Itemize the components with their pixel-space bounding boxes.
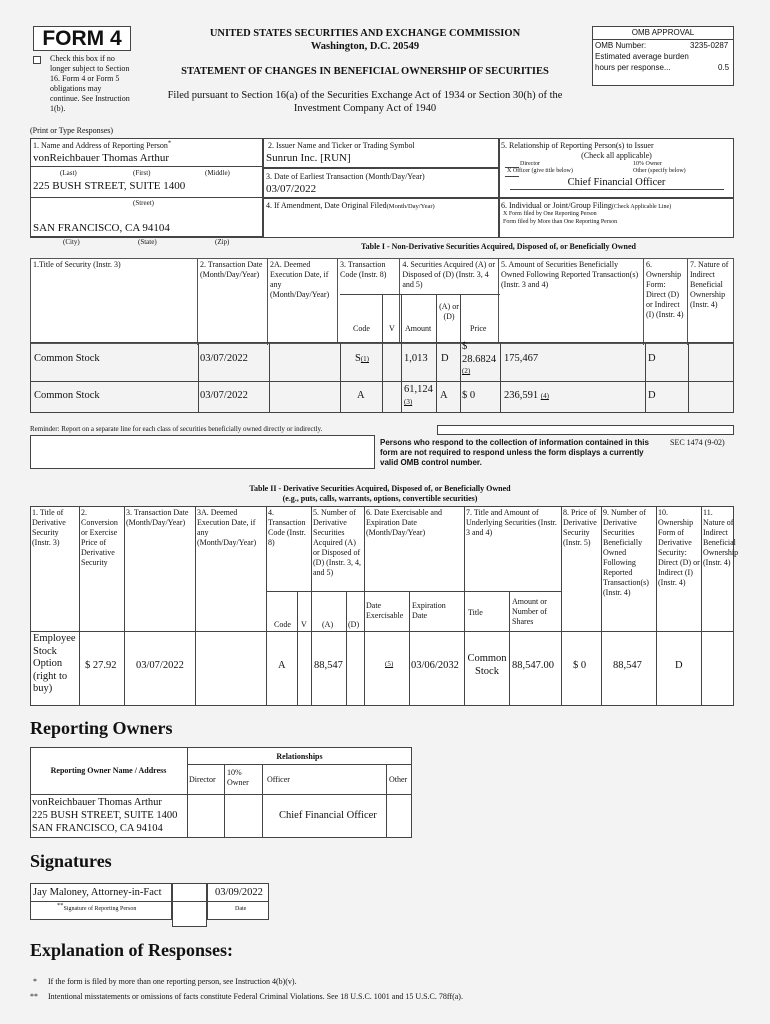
box5-label2: (Check all applicable)	[581, 151, 652, 160]
t1-sub-aord-divider	[436, 294, 437, 343]
signature-label-sup: **	[57, 902, 64, 909]
officer-checked-label: X Officer (give title below)	[507, 168, 573, 174]
t1-r1-price-footnote[interactable]: (2)	[462, 367, 471, 375]
box4-label-small: (Month/Day/Year)	[386, 203, 435, 210]
ro-col-officer	[262, 764, 263, 838]
t1-h1: 1.Title of Security (Instr. 3)	[31, 259, 198, 344]
omb-hours-label: hours per response...	[595, 63, 671, 72]
t1-h7: 7. Nature of Indirect Beneficial Ownership (Instr. 4)	[688, 259, 734, 344]
t1-r2-amount: 61,124	[404, 384, 433, 395]
statement-title: STATEMENT OF CHANGES IN BENEFICIAL OWNERSHIP OF SECURITIES	[181, 66, 549, 77]
t2-col-11	[701, 506, 702, 706]
t1-r1-date: 03/07/2022	[200, 353, 248, 364]
ro-col-officer-label: Officer	[267, 775, 290, 784]
t2-col-exp	[409, 591, 410, 706]
t2-col-8	[561, 506, 562, 706]
box1-label-sup: *	[167, 139, 172, 147]
signature-label	[57, 902, 137, 914]
filing-more-persons[interactable]: Form filed by More than One Reporting Person	[503, 219, 618, 225]
t2-row-code: A	[278, 660, 286, 671]
t2-sub-rule-6-7	[364, 591, 561, 592]
t1-sub-v-divider	[382, 294, 383, 343]
t2-sub-exercisable: Date Exercisable	[366, 601, 404, 620]
ro-col-name: Reporting Owner Name / Address	[50, 766, 167, 775]
label-middle: (Middle)	[205, 169, 230, 177]
signature-date: 03/09/2022	[215, 887, 263, 898]
t1-r2-amount-footnote[interactable]: (3)	[404, 398, 413, 406]
box4-label	[266, 201, 435, 211]
ro-col-other	[386, 764, 387, 838]
t1-r1-aord: D	[441, 353, 449, 364]
t1-r1-price: $ 28.6824	[462, 341, 497, 365]
t2-h7: 7. Title and Amount of Underlying Securities (Instr. 3 and 4)	[466, 508, 557, 537]
t2-h9: 9. Number of Derivative Securities Beneficially Owned Following Reported Transaction(s) (Instr. 4)	[603, 508, 649, 597]
ro-col-owner-label: 10% Owner	[227, 768, 249, 787]
t2-sub-expiration: Expiration Date	[412, 601, 446, 620]
t2-h11: 11. Nature of Indirect Beneficial Ownership (Instr. 4)	[703, 508, 739, 567]
t2-row-derivative-price: $ 0	[573, 660, 587, 671]
owner10-label: 10% Owner	[633, 161, 662, 167]
box5-title-underline	[510, 189, 724, 190]
t1-r2-aord: A	[440, 390, 448, 401]
t1-sub-code: Code	[353, 324, 370, 333]
t1-r1-form: D	[648, 353, 656, 364]
t2-row-owned: 88,547	[613, 660, 642, 671]
box2-label: 2. Issuer Name and Ticker or Trading Symbol	[268, 141, 415, 150]
ro-name-line2: 225 BUSH STREET, SUITE 1400	[32, 810, 178, 821]
box1-label-text: 1. Name and Address of Reporting Person	[33, 141, 168, 150]
t1-col-7	[688, 342, 689, 413]
t1-r1-code	[355, 353, 369, 366]
t1-r2-owned-value: 236,591	[504, 390, 539, 401]
label-state: (State)	[138, 238, 157, 246]
label-street: (Street)	[133, 199, 154, 207]
t2-sub-v: V	[301, 620, 307, 629]
reminder-text: Reminder: Report on a separate line for each class of securities beneficially owned directly or indirectly.	[30, 425, 323, 433]
t1-sub-price-divider	[460, 294, 461, 343]
ro-officer-value: Chief Financial Officer	[279, 810, 377, 821]
t2-h8: 8. Price of Derivative Security (Instr. 5)	[563, 508, 597, 547]
box1-line-name	[30, 166, 263, 167]
ro-rel-rule	[187, 764, 412, 765]
filed-pursuant-line2: Investment Company Act of 1940	[293, 103, 437, 114]
t1-h3: 3. Transaction Code (Instr. 8)	[338, 259, 400, 344]
explanation-note1: If the form is filed by more than one reporting person, see Instruction 4(b)(v).	[48, 977, 297, 986]
reminder-right-line	[437, 425, 734, 435]
label-city: (City)	[63, 238, 80, 246]
omb-number: 3235-0287	[690, 41, 729, 50]
table1-title: Table I - Non-Derivative Securities Acquired, Disposed of, or Beneficially Owned	[361, 242, 636, 251]
filed-pursuant-line1: Filed pursuant to Section 16(a) of the Securities Exchange Act of 1934 or Section 30(h) of the	[167, 90, 563, 101]
t1-sub-v: V	[389, 324, 395, 333]
officer-title: Chief Financial Officer	[567, 177, 666, 188]
box1-label	[33, 141, 171, 151]
form-title: FORM 4	[42, 27, 122, 50]
t1-r1-code-value: S	[355, 353, 361, 364]
t2-col-6	[364, 506, 365, 706]
sec-code: SEC 1474 (9-02)	[670, 438, 725, 447]
ro-relationships: Relationships	[276, 752, 323, 761]
t2-sub-d: (D)	[348, 620, 360, 629]
t2-row-underlying-amount: 88,547.00	[512, 660, 554, 671]
table2-title2: (e.g., puts, calls, warrants, options, convertible securities)	[282, 494, 478, 503]
omb-hours: 0.5	[718, 63, 730, 72]
reporting-owners-heading: Reporting Owners	[30, 718, 173, 738]
t2-sub-code: Code	[274, 620, 291, 629]
t2-col-3	[124, 506, 125, 706]
omb-number-label: OMB Number:	[595, 41, 647, 50]
t1-h4: 4. Securities Acquired (A) or Disposed of (D) (Instr. 3, 4 and 5)	[400, 259, 499, 344]
ro-col-owner	[224, 764, 225, 838]
ro-name-line3: SAN FRANCISCO, CA 94104	[32, 823, 163, 834]
sig-line	[30, 901, 269, 902]
label-first: (First)	[133, 169, 151, 177]
t2-col-amt	[509, 591, 510, 706]
omb-burden-label: Estimated average burden	[595, 52, 689, 61]
t1-col-amount	[401, 342, 402, 413]
print-type-note: (Print or Type Responses)	[30, 126, 114, 135]
omb-divider	[592, 39, 734, 40]
t2-h10: 10. Ownership Form of Derivative Security: Direct (D) or Indirect (I) (Instr. 4)	[658, 508, 700, 587]
signature-date-label: Date	[235, 906, 247, 912]
t1-sub-amount: Amount	[405, 324, 432, 333]
t2-sub-a: (A)	[322, 620, 334, 629]
t1-r2-price: $ 0	[462, 390, 476, 401]
t2-col-v	[297, 591, 298, 706]
t1-r2-owned	[504, 390, 549, 403]
box1-line-city	[30, 236, 263, 237]
t2-h1: 1. Title of Derivative Security (Instr. 3)	[32, 508, 66, 547]
t1-r2-owned-footnote[interactable]: (4)	[540, 392, 549, 400]
t1-col-price	[460, 342, 461, 413]
t2-row-exercisable-footnote[interactable]: (5)	[385, 660, 394, 668]
t2-col-3a	[195, 506, 196, 706]
t2-row-title: Employee Stock Option (right to buy)	[33, 633, 76, 695]
omb-title: OMB APPROVAL	[631, 28, 695, 37]
agency-name: UNITED STATES SECURITIES AND EXCHANGE COMMISSION	[209, 28, 521, 39]
no-longer-subject-text: Check this box if no longer subject to Section 16. Form 4 or Form 5 obligations may continue. See Instruction 1(b).	[50, 54, 130, 113]
explanation-note2: Intentional misstatements or omissions of facts constitute Federal Criminal Violations. See 18 U.S.C. 1001 and 15 U.S.C. 78ff(a).	[48, 992, 463, 1001]
persons-notice: Persons who respond to the collection of information contained in this form are not required to respond unless the form displays a currently valid OMB control number.	[380, 438, 649, 467]
t2-header-bottom	[30, 631, 734, 632]
signature-blank-box	[172, 883, 207, 927]
t2-h5: 5. Number of Derivative Securities Acquired (A) or Disposed of (D) (Instr. 3, 4, and 5)	[313, 508, 361, 577]
t2-row-price: $ 27.92	[85, 660, 117, 671]
ro-col-director-label: Director	[189, 775, 216, 784]
t1-col-5	[500, 342, 501, 413]
issuer-name-ticker: Sunrun Inc. [RUN]	[266, 152, 351, 164]
t1-col-6	[645, 342, 646, 413]
box6-label	[501, 201, 671, 212]
box6-label-text: 6. Individual or Joint/Group Filing	[501, 201, 612, 210]
t1-r2-code: A	[357, 390, 365, 401]
t1-h6: 6. Ownership Form: Direct (D) or Indirect (I) (Instr. 4)	[644, 259, 688, 344]
t1-r2-date: 03/07/2022	[200, 390, 248, 401]
t2-col-d	[346, 591, 347, 706]
t1-sub-amount-divider	[401, 294, 402, 343]
explanation-note2-mark: **	[30, 992, 38, 1001]
table2-title1: Table II - Derivative Securities Acquired, Disposed of, or Beneficially Owned	[249, 484, 511, 493]
agency-city: Washington, D.C. 20549	[310, 41, 420, 52]
reporting-person-street: 225 BUSH STREET, SUITE 1400	[33, 180, 186, 192]
ro-col-other-label: Other	[389, 775, 408, 784]
t1-col-2a	[269, 342, 270, 413]
t1-h2a: 2A. Deemed Execution Date, if any (Month/Day/Year)	[268, 259, 338, 344]
signature-label-text: Signature of Reporting Person	[63, 906, 137, 912]
t1-sub-price: Price	[470, 324, 487, 333]
t2-sub-title: Title	[468, 608, 483, 617]
box5-label1: 5. Relationship of Reporting Person(s) to Issuer	[501, 141, 654, 150]
explanation-note1-mark: *	[33, 977, 37, 986]
t2-h6: 6. Date Exercisable and Expiration Date (Month/Day/Year)	[366, 508, 442, 537]
t2-h4: 4. Transaction Code (Instr. 8)	[268, 508, 306, 547]
signatures-heading: Signatures	[30, 851, 112, 871]
t1-r1-title: Common Stock	[34, 353, 100, 364]
t2-row-a: 88,547	[314, 660, 343, 671]
director-label: Director	[520, 161, 540, 167]
earliest-transaction-date: 03/07/2022	[266, 183, 317, 195]
t1-h5: 5. Amount of Securities Beneficially Owned Following Reported Transaction(s) (Instr. 3 and 4)	[499, 259, 644, 344]
t2-h3a: 3A. Deemed Execution Date, if any (Month/Day/Year)	[197, 508, 257, 547]
t2-row-expiration: 03/06/2032	[411, 660, 459, 671]
t2-h2: 2. Conversion or Exercise Price of Derivative Security	[81, 508, 118, 567]
t2-col-4	[266, 506, 267, 706]
t1-col-3	[340, 342, 341, 413]
box1-line-street	[30, 197, 263, 198]
t2-h3: 3. Transaction Date (Month/Day/Year)	[126, 508, 189, 527]
t1-sub-aord: (A) or (D)	[439, 302, 459, 321]
reporting-person-city: SAN FRANCISCO, CA 94104	[33, 222, 170, 234]
reminder-blank-box	[30, 435, 375, 469]
t1-r2-title: Common Stock	[34, 390, 100, 401]
t2-col-9	[601, 506, 602, 706]
t1-col-aord	[436, 342, 437, 413]
ro-header-bottom	[30, 794, 412, 795]
t2-col-10	[656, 506, 657, 706]
t2-row-date: 03/07/2022	[136, 660, 184, 671]
box4-label-text: 4. If Amendment, Date Original Filed	[266, 201, 387, 210]
box6-label-small: (Check Applicable Line)	[611, 204, 672, 210]
box3-label: 3. Date of Earliest Transaction (Month/Day/Year)	[266, 172, 425, 181]
t1-r2-form: D	[648, 390, 656, 401]
t1-col-2	[198, 342, 199, 413]
no-longer-subject-checkbox[interactable]	[33, 56, 41, 64]
t2-sub-rule-4-5	[266, 591, 364, 592]
t1-h2: 2. Transaction Date (Month/Day/Year)	[198, 259, 268, 344]
filing-one-person[interactable]: X Form filed by One Reporting Person	[503, 211, 597, 217]
t1-r1-code-footnote[interactable]: (1)	[360, 355, 370, 363]
ro-name-line1: vonReichbauer Thomas Arthur	[32, 797, 162, 808]
reporting-person-name: vonReichbauer Thomas Arthur	[33, 152, 170, 164]
t1-r1-owned: 175,467	[504, 353, 539, 364]
t1-r1-amount: 1,013	[404, 353, 428, 364]
t1-col-v	[382, 342, 383, 413]
t2-col-5	[311, 506, 312, 706]
t2-col-2	[79, 506, 80, 706]
signature-name: Jay Maloney, Attorney-in-Fact	[33, 887, 162, 898]
t2-row-form: D	[675, 660, 683, 671]
explanation-heading: Explanation of Responses:	[30, 940, 234, 960]
t2-row-underlying-title: Common Stock	[467, 653, 507, 677]
other-label: Other (specify below)	[633, 168, 686, 174]
t2-sub-amount: Amount or Number of Shares	[512, 597, 547, 626]
label-zip: (Zip)	[215, 238, 230, 246]
label-last: (Last)	[60, 169, 77, 177]
t1-sub-rule	[340, 294, 500, 295]
